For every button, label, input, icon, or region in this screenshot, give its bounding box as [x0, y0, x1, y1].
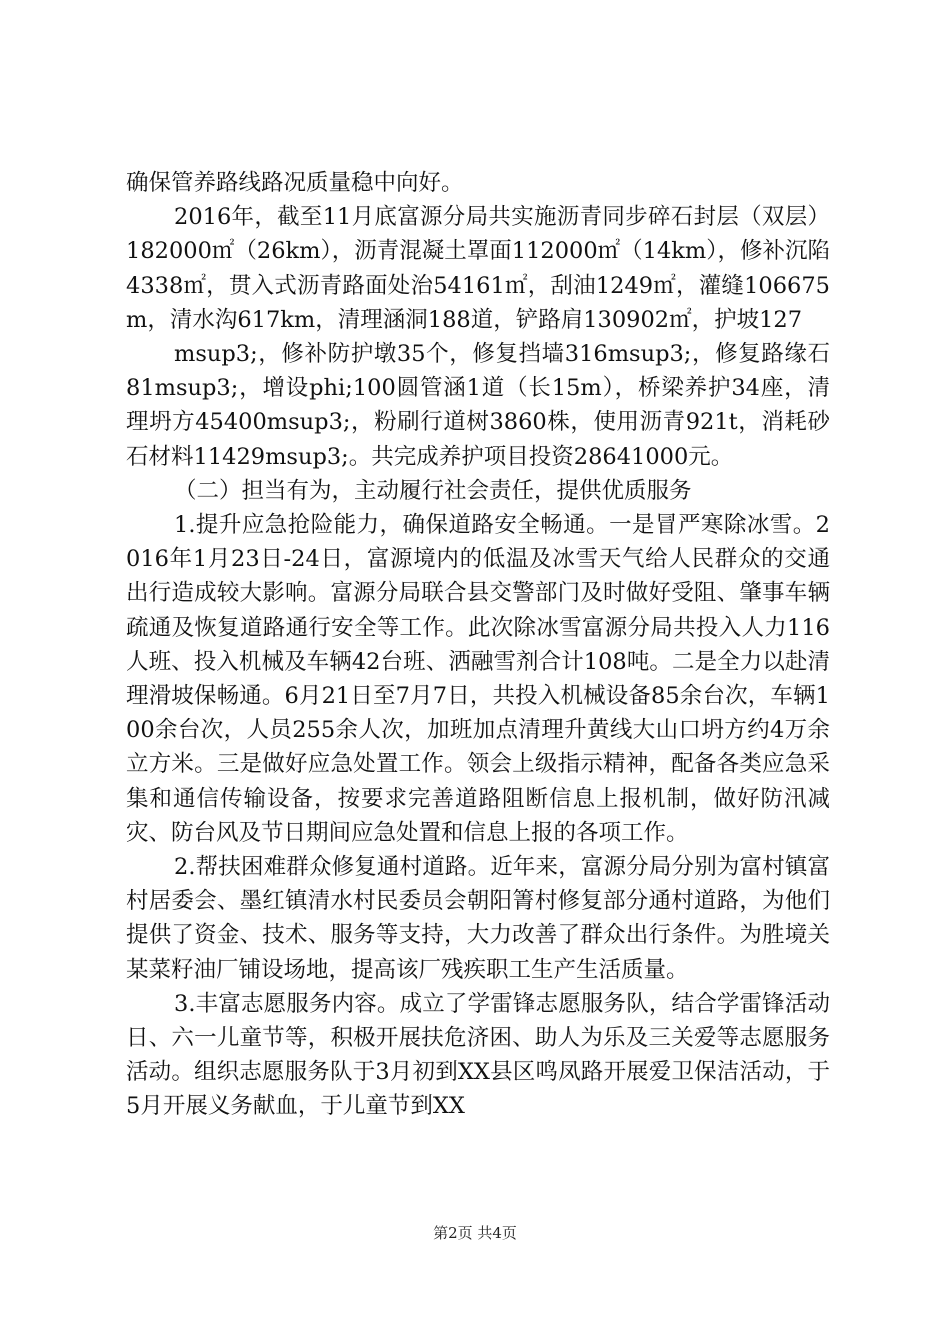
- page-number: 第2页 共4页: [433, 1224, 517, 1242]
- paragraph-volunteer-service: 3.丰富志愿服务内容。成立了学雷锋志愿服务队，结合学雷锋活动日、六一儿童节等，积极开展扶危济困、助人为乐及三关爱等志愿服务活动。组织志愿服务队于3月初到XX县区鸣凤路开展爱卫保洁活动，于5月开展义务献血，于儿童节到XX: [126, 990, 830, 1120]
- page-footer: [0, 1223, 950, 1243]
- paragraph-maintenance-stats-continued: msup3;，修补防护墩35个，修复挡墙316msup3;，修复路缘石81msup3;，增设phi;100圆管涵1道（长15m），桥梁养护34座，清理坍方45400msup3;，粉刷行道树3860株，使用沥青921t，消耗砂石材料11429msup3;。共完成养护项目投资28641000元。: [126, 341, 830, 470]
- paragraph-village-roads: 2.帮扶困难群众修复通村道路。近年来，富源分局分别为富村镇富村居委会、墨红镇清水村民委员会朝阳箐村修复部分通村道路，为他们提供了资金、技术、服务等支持，大力改善了群众出行条件。为胜境关某菜籽油厂铺设场地，提高该厂残疾职工生产生活质量。: [126, 854, 830, 983]
- paragraph-continuation: 确保管养路线路况质量稳中向好。: [126, 170, 464, 196]
- section-heading: （二）担当有为，主动履行社会责任，提供优质服务: [174, 477, 692, 504]
- paragraph-maintenance-stats: 2016年，截至11月底富源分局共实施沥青同步碎石封层（双层）182000㎡（26km），沥青混凝土罩面112000㎡（14km），修补沉陷4338㎡，贯入式沥青路面处治54161㎡，刮油1249㎡，灌缝106675m，清水沟617km，清理涵洞188道，铲路肩130902㎡，护坡127: [126, 204, 830, 333]
- paragraph-emergency-response: 1.提升应急抢险能力，确保道路安全畅通。一是冒严寒除冰雪。2016年1月23日-24日，富源境内的低温及冰雪天气给人民群众的交通出行造成较大影响。富源分局联合县交警部门及时做好受阻、肇事车辆疏通及恢复道路通行安全等工作。此次除冰雪富源分局共投入人力116人班、投入机械及车辆42台班、洒融雪剂合计108吨。二是全力以赴清理滑坡保畅通。6月21日至7月7日，共投入机械设备85余台次，车辆100余台次，人员255余人次，加班加点清理升黄线大山口坍方约4万余立方米。三是做好应急处置工作。领会上级指示精神，配备各类应急采集和通信传输设备，按要求完善道路阻断信息上报机制，做好防汛减灾、防台风及节日期间应急处置和信息上报的各项工作。: [126, 512, 830, 846]
- document-body: [126, 166, 830, 1124]
